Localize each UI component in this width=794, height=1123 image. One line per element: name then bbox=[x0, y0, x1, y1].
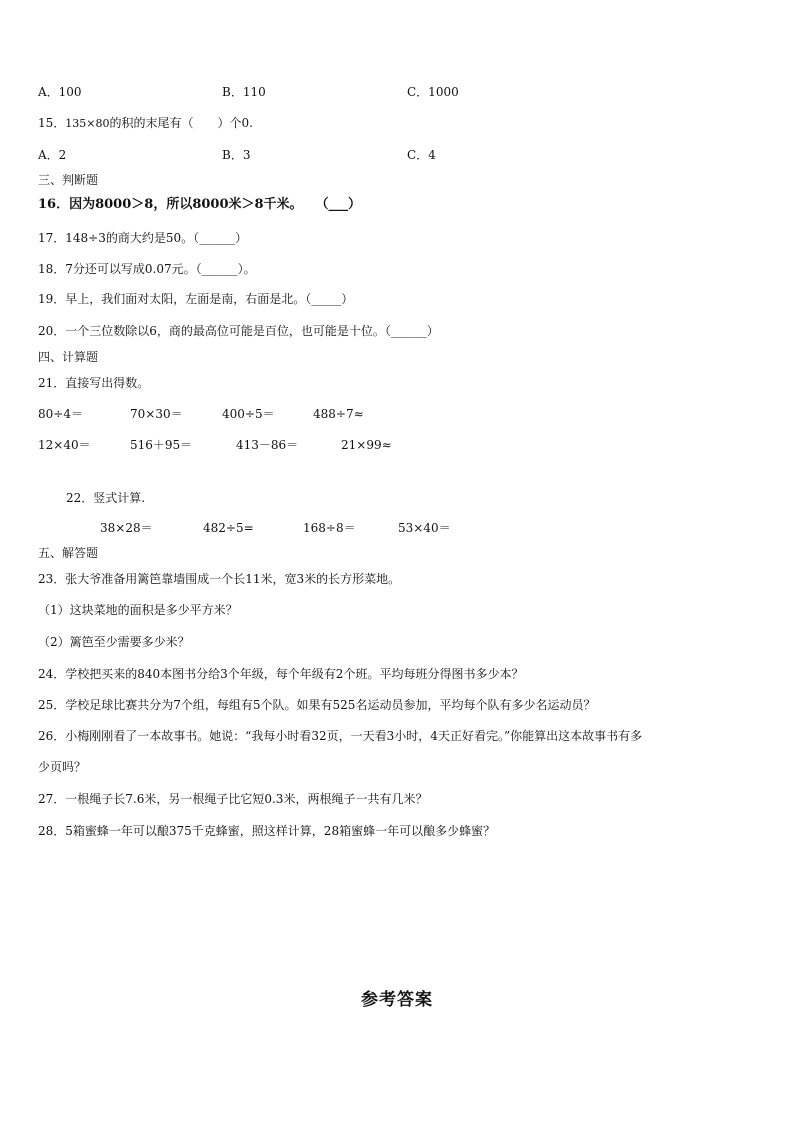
question-21: 21．直接写出得数。 bbox=[38, 376, 150, 390]
question-24: 24．学校把买来的840本图书分给3个年级，每个年级有2个班。平均每班分得图书多少本？ bbox=[38, 667, 524, 681]
question-28: 28．5箱蜜蜂一年可以酿375千克蜂蜜，照这样计算，28箱蜜蜂一年可以酿多少蜂蜜？ bbox=[38, 824, 496, 838]
q21-item: 516＋95＝ bbox=[130, 438, 193, 452]
question-15-text: 的积的末尾有（ ）个0. bbox=[109, 116, 253, 130]
q22-item: 53×40＝ bbox=[398, 521, 451, 535]
q21-item: 21×99≈ bbox=[341, 438, 392, 452]
section-heading-judgement: 三、判断题 bbox=[38, 173, 99, 187]
q15-option-a: A．2 bbox=[38, 148, 67, 162]
q21-item: 413－86＝ bbox=[236, 438, 299, 452]
question-20: 20．一个三位数除以6，商的最高位可能是百位，也可能是十位。（______） bbox=[38, 324, 439, 338]
q21-item: 70×30＝ bbox=[130, 407, 183, 421]
section-heading-calculation: 四、计算题 bbox=[38, 350, 99, 364]
answer-key-title: 参考答案 bbox=[361, 990, 433, 1010]
q21-item: 488÷7≈ bbox=[313, 407, 364, 421]
q14-option-b: B．110 bbox=[222, 85, 266, 99]
question-19: 19．早上，我们面对太阳，左面是南，右面是北。（_____） bbox=[38, 292, 354, 306]
q21-item: 400÷5＝ bbox=[222, 407, 275, 421]
question-23-part-2: （2）篱笆至少需要多少米？ bbox=[38, 635, 190, 649]
question-25: 25．学校足球比赛共分为7个组，每组有5个队。如果有525名运动员参加，平均每个队有多少名运动员？ bbox=[38, 698, 596, 712]
question-16: 16．因为8000＞8，所以8000米＞8千米。 （___） bbox=[38, 197, 362, 212]
question-26-continued: 少页吗？ bbox=[38, 760, 87, 774]
question-26: 26．小梅刚刚看了一本故事书。她说：“我每小时看32页，一天看3小时，4天正好看完。”你能算出这本故事书有多 bbox=[38, 729, 643, 743]
q21-item: 80÷4＝ bbox=[38, 407, 83, 421]
q15-option-b: B．3 bbox=[222, 148, 251, 162]
q21-item: 12×40＝ bbox=[38, 438, 91, 452]
question-15-number: 15． bbox=[38, 116, 66, 130]
q14-option-c: C．1000 bbox=[407, 85, 459, 99]
section-heading-word-problems: 五、解答题 bbox=[38, 546, 99, 560]
question-23-part-1: （1）这块菜地的面积是多少平方米？ bbox=[38, 603, 238, 617]
question-22: 22．竖式计算. bbox=[66, 491, 146, 505]
question-15 bbox=[38, 115, 253, 132]
question-15-formula: 135×80 bbox=[65, 117, 110, 130]
question-17: 17．148÷3的商大约是50。（______） bbox=[38, 231, 248, 245]
q15-option-c: C．4 bbox=[407, 148, 436, 162]
question-18: 18．7分还可以写成0.07元。（______）。 bbox=[38, 262, 256, 276]
q14-option-a: A．100 bbox=[38, 85, 82, 99]
q22-item: 38×28＝ bbox=[100, 521, 153, 535]
q22-item: 482÷5= bbox=[203, 521, 254, 535]
question-23: 23．张大爷准备用篱笆靠墙围成一个长11米，宽3米的长方形菜地。 bbox=[38, 572, 401, 586]
q22-item: 168÷8＝ bbox=[303, 521, 356, 535]
question-27: 27．一根绳子长7.6米，另一根绳子比它短0.3米，两根绳子一共有几米？ bbox=[38, 792, 428, 806]
